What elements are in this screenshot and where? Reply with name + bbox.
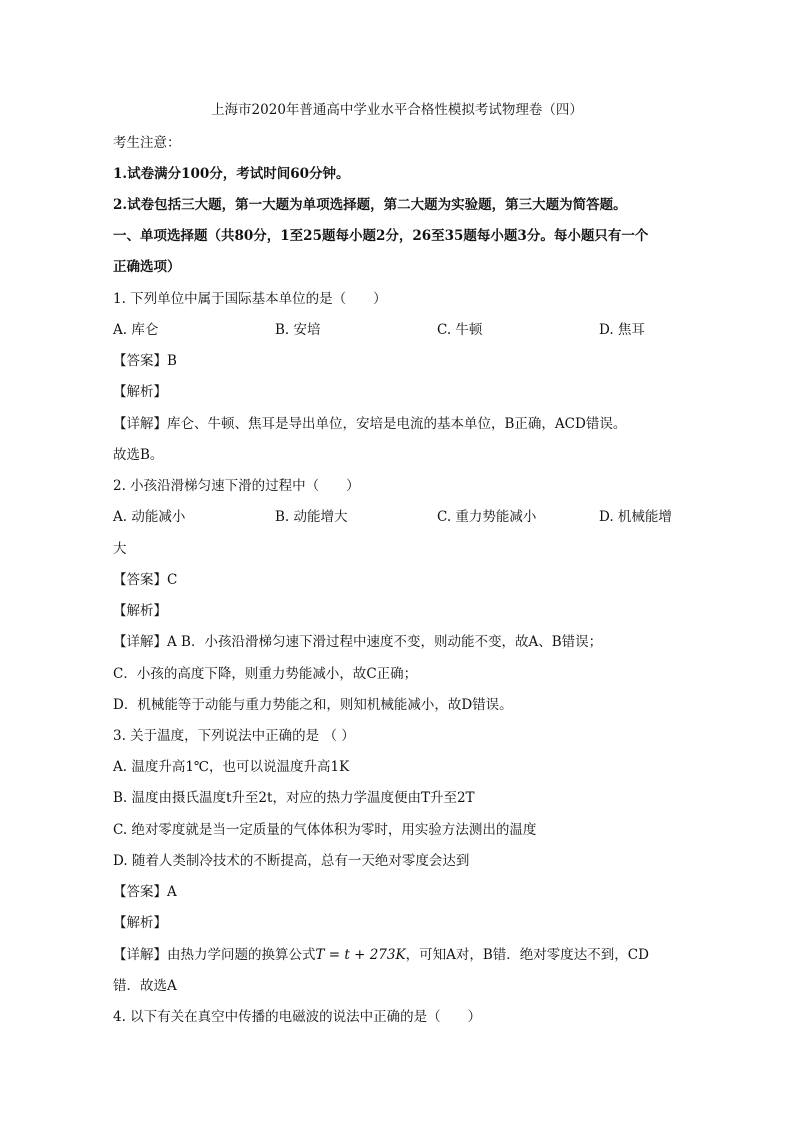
q1-analysis: 【解析】 bbox=[113, 384, 167, 400]
q1-answer: 【答案】B bbox=[113, 353, 177, 369]
q3-detail bbox=[113, 945, 649, 965]
q3-detail-pre: 【详解】由热力学问题的换算公式 bbox=[113, 947, 316, 963]
q3-option-d: D. 随着人类制冷技术的不断提高，总有一天绝对零度会达到 bbox=[113, 853, 470, 869]
notice-item-2: 2.试卷包括三大题，第一大题为单项选择题，第二大题为实验题，第三大题为简答题。 bbox=[113, 197, 627, 213]
q2-option-b: B. 动能增大 bbox=[275, 509, 348, 525]
question-1-stem: 1. 下列单位中属于国际基本单位的是（ ） bbox=[113, 291, 387, 307]
q2-detail: 【详解】A B．小孩沿滑梯匀速下滑过程中速度不变，则动能不变，故A、B错误； bbox=[113, 634, 603, 650]
q3-option-a: A. 温度升高1℃，也可以说温度升高1K bbox=[113, 759, 350, 775]
q3-analysis: 【解析】 bbox=[113, 915, 167, 931]
q3-answer: 【答案】A bbox=[113, 884, 177, 900]
q1-option-b: B. 安培 bbox=[275, 322, 321, 338]
section-heading: 一、单项选择题（共80分，1至25题每小题2分，26至35题每小题3分。每小题只有一个 bbox=[113, 228, 649, 244]
q3-detail-post: ，可知A对，B错．绝对零度达不到，CD bbox=[405, 947, 649, 963]
q1-option-c: C. 牛顿 bbox=[437, 322, 483, 338]
section-heading-wrap: 正确选项） bbox=[113, 259, 181, 275]
q1-option-a: A. 库仑 bbox=[113, 322, 159, 338]
page-title: 上海市2020年普通高中学业水平合格性模拟考试物理卷（四） bbox=[211, 102, 583, 118]
q3-option-b: B. 温度由摄氏温度t升至2t，对应的热力学温度便由T升至2T bbox=[113, 790, 475, 806]
question-2-stem: 2. 小孩沿滑梯匀速下滑的过程中（ ） bbox=[113, 478, 360, 494]
question-3-stem: 3. 关于温度，下列说法中正确的是 （ ） bbox=[113, 728, 355, 744]
q1-conclusion: 故选B。 bbox=[113, 447, 164, 463]
question-4-stem: 4. 以下有关在真空中传播的电磁波的说法中正确的是（ ） bbox=[113, 1009, 482, 1025]
q2-detail-d: D．机械能等于动能与重力势能之和，则知机械能减小，故D错误。 bbox=[113, 697, 513, 713]
q3-formula: T = t + 273K bbox=[315, 947, 406, 963]
notice-item-1: 1.试卷满分100分，考试时间60分钟。 bbox=[113, 166, 350, 182]
q1-detail: 【详解】库仑、牛顿、焦耳是导出单位，安培是电流的基本单位，B正确，ACD错误。 bbox=[113, 416, 627, 432]
q2-option-d: D. 机械能增 bbox=[599, 509, 672, 525]
q2-answer: 【答案】C bbox=[113, 572, 178, 588]
notice-heading: 考生注意： bbox=[113, 135, 181, 151]
q2-option-d-wrap: 大 bbox=[113, 541, 127, 557]
q2-option-c: C. 重力势能减小 bbox=[437, 509, 537, 525]
q1-option-d: D. 焦耳 bbox=[599, 322, 645, 338]
q3-option-c: C. 绝对零度就是当一定质量的气体体积为零时，用实验方法测出的温度 bbox=[113, 822, 537, 838]
q3-detail-wrap: 错．故选A bbox=[113, 978, 177, 994]
q2-option-a: A. 动能减小 bbox=[113, 509, 186, 525]
q2-detail-c: C．小孩的高度下降，则重力势能减小，故C正确； bbox=[113, 666, 418, 682]
q2-analysis: 【解析】 bbox=[113, 603, 167, 619]
